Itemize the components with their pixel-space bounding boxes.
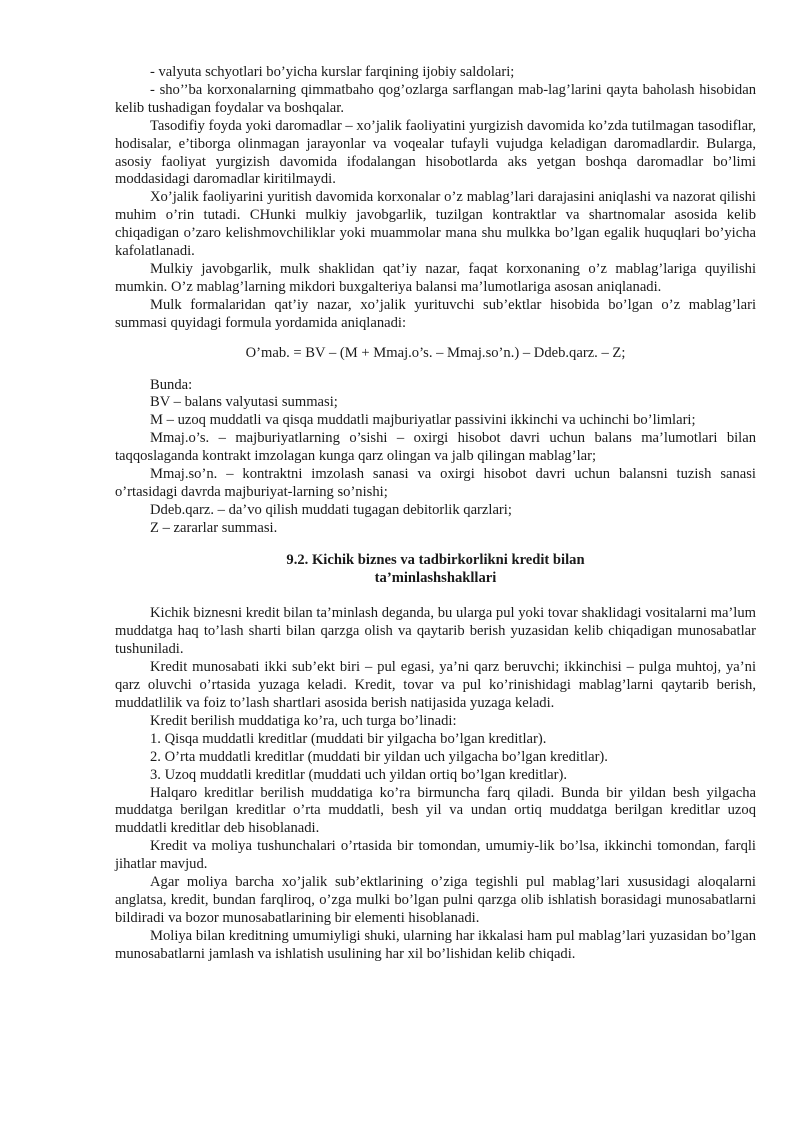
list-item: 2. O’rta muddatli kreditlar (muddati bir yildan uch yilgacha bo’lgan kreditlar). [150,748,608,765]
paragraph: - valyuta schyotlari bo’yicha kurslar farqining ijobiy saldolari; [150,64,515,80]
paragraph: Mulk formalaridan qat’iy nazar, xo’jalik yurituvchi sub’ektlar hisobida bo’lgan o’z mablag’lari summasi quyidagi formula yordamida aniqlanadi: [115,296,756,331]
paragraph: Halqaro kreditlar berilish muddatiga ko’ra birmuncha farq qiladi. Bunda bir yildan besh yilgacha muddatga berilgan kreditlar o’rta muddatli, besh yil va undan ortiq muddatga berilgan kreditlar uzoq muddatli kreditlar deb hisoblanadi. [115,784,756,837]
paragraph: Xo’jalik faoliyarini yuritish davomida korxonalar o’z mablag’lari darajasini aniqlashi va nazorat qilishi muhim o’rin tutadi. CHunki mulkiy javobgarlik, tuzilgan kontraktlar va shartnomalar asosida kelib chiqadigan o’zaro kelishmovchiliklar yoki muammolar mana shu mulkka bo’lgan egalik huquqlari bo’yicha kafolatlanadi. [115,189,756,260]
paragraph: Kredit berilish muddatiga ko’ra, uch turga bo’linadi: [150,712,457,729]
paragraph: Moliya bilan kreditning umumiyligi shuki, ularning har ikkalasi ham pul mablag’lari yuzasidan bo’lgan munosabatlarni jamlash va ishlatish usulining har xil bo’lishidan kelib chiqadi. [115,927,756,962]
paragraph: Kichik biznesni kredit bilan ta’minlash deganda, bu ularga pul yoki tovar shaklidagi vositalarni ma’lum muddatga haq to’lash sharti bilan qarzga olish va qaytarib berish yuzasidan kelib chiqadigan munosabatlar tushuniladi. [115,605,756,658]
definition-item: Mmaj.so’n. – kontraktni imzolash sanasi va oxirgi hisobot davri uchun balansni tuzish sanasi o’rtasidagi davrda majburiyat-larning so’nishi; [115,466,756,500]
paragraph: Bunda: [150,376,193,393]
paragraph: Kredit va moliya tushunchalari o’rtasida bir tomondan, umumiy-lik bo’lsa, ikkinchi tomondan, farqli jihatlar mavjud. [115,838,756,873]
section-heading-line-1: 9.2. Kichik biznes va tadbirkorlikni kredit bilan [286,551,585,568]
list-item: 1. Qisqa muddatli kreditlar (muddati bir yilgacha bo’lgan kreditlar). [150,730,547,747]
definition-item: BV – balans valyutasi summasi; [150,394,338,411]
section-heading-line-2: ta’minlashshakllari [374,569,497,586]
list-item: 3. Uzoq muddatli kreditlar (muddati uch yildan ortiq bo’lgan kreditlar). [150,766,568,783]
paragraph: - sho’’ba korxonalarning qimmatbaho qog’ozlarga sarflangan mab-lag’larini qayta baholash hisobidan kelib tushadigan foydalar va boshqalar. [115,81,756,116]
paragraph: Kredit munosabati ikki sub’ekt biri – pul egasi, ya’ni qarz beruvchi; ikkinchisi – pulga muhtoj, ya’ni qarz oluvchi o’rtasida yuzaga keladi. Kredit, tovar va pul ko’rinishidagi mablag’larni qaytarib berish, muddatlilik va foiz to’lash shartlari asosida berish natijasida yuzaga keladi. [115,659,756,711]
definition-item: Ddeb.qarz. – da’vo qilish muddati tugagan debitorlik qarzlari; [150,501,512,518]
paragraph: Tasodifiy foyda yoki daromadlar – xo’jalik faoliyatini yurgizish davomida ko’zda tutilmagan tasodiflar, hodisalar, e’tiborga olinmagan jarayonlar va voqealar tufayli vujudga keladigan daromadlardir. Bularga, asosiy faoliyat yurgizish davomida ifodalangan hisobotlarda aks yetgan boshqa daromadlar bo’limi moddasidagi daromadlar kiritilmaydi. [115,117,756,188]
definition-item: Mmaj.o’s. – majburiyatlarning o’sishi – oxirgi hisobot davri uchun balans ma’lumotlari bilan taqqoslaganda kontrakt imzolagan kunga qarz olingan va jalb qilingan mablag’lar; [115,430,756,465]
section-heading [115,552,756,588]
paragraph: Mulkiy javobgarlik, mulk shaklidan qat’iy nazar, faqat korxonaning o’z mablag’lariga quyilishi mumkin. O’z mablag’larning mikdori buxgalteriya balansi ma’lumotlariga asosan aniqlanadi. [115,260,756,295]
paragraph: Agar moliya barcha xo’jalik sub’ektlarining o’ziga tegishli pul mablag’lari xususidagi aloqalarni anglatsa, kredit, bundan farqliroq, o’zga mulki bo’lgan pulni qarzga olib ishlatish borasidagi munosabatlarni bildiradi va bozor munosabatlarining bir elementi hisoblanadi. [115,874,756,926]
formula: O’mab. = BV – (M + Mmaj.o’s. – Mmaj.so’n.) – Ddeb.qarz. – Z; [245,344,626,361]
definition-item: Z – zararlar summasi. [150,519,278,536]
definition-item: M – uzoq muddatli va qisqa muddatli majburiyatlar passivini ikkinchi va uchinchi bo’limlari; [150,412,696,429]
document-page [115,64,756,964]
